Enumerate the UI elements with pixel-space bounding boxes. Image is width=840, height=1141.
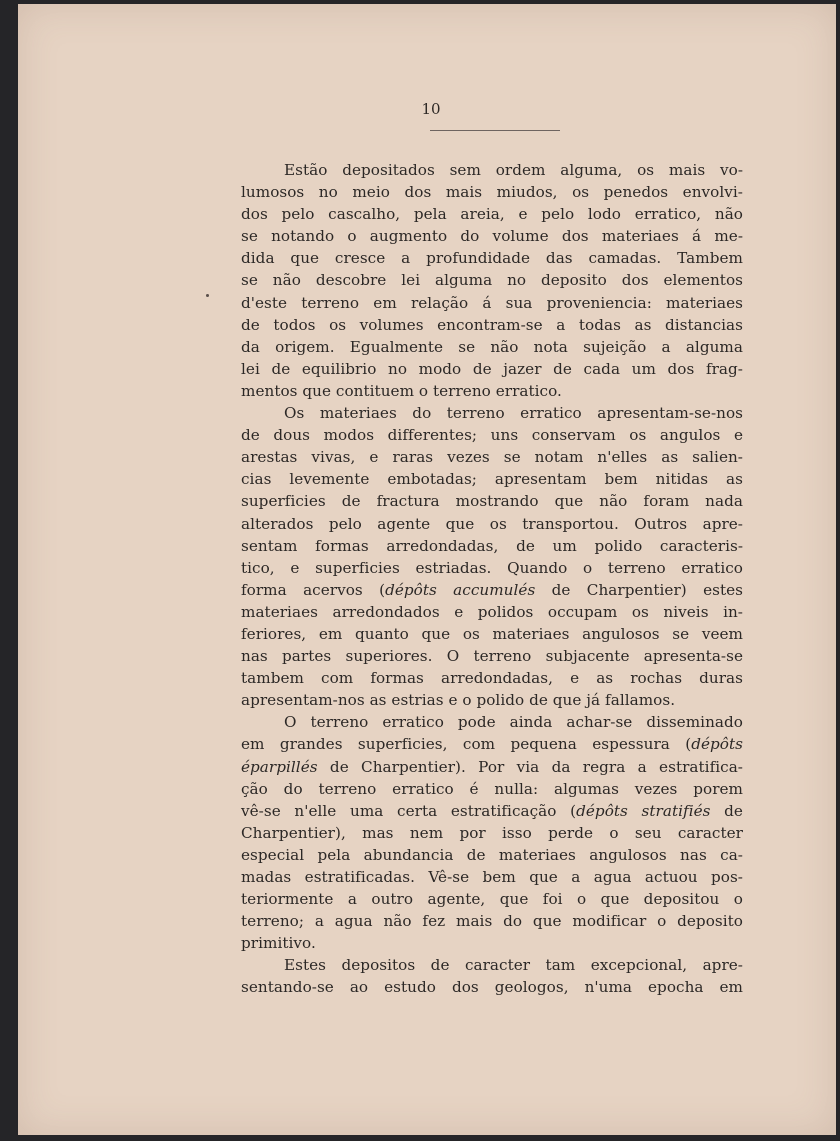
text-line: mentos que contituem o terreno erratico.: [241, 381, 562, 400]
text-line: terreno; a agua não fez mais do que modificar o deposito: [241, 912, 743, 931]
text-line: d'este terreno em relação á sua proveniencia: materiaes: [241, 293, 743, 312]
text-line: madas estratificadas. Vê-se bem que a agua actuou pos-: [241, 868, 743, 886]
text-line: primitivo.: [241, 934, 316, 953]
text-line: arestas vivas, e raras vezes se notam n'elles as salien-: [241, 448, 743, 467]
text-line: especial pela abundancia de materiaes angulosos nas ca-: [241, 845, 743, 864]
text-line: da origem. Egualmente se não nota sujeição a alguma: [241, 337, 743, 356]
text-line: Estes depositos de caracter tam excepcional, apre-: [284, 956, 743, 975]
text-line: O terreno erratico pode ainda achar-se disseminado: [284, 713, 743, 732]
text-line: nas partes superiores. O terreno subjacente apresenta-se: [241, 647, 743, 666]
text-line: Charpentier), mas nem por isso perde o seu caracter: [241, 823, 743, 842]
text-line: Os materiaes do terreno erratico apresentam-se-nos: [284, 404, 743, 423]
text-line: se não descobre lei alguma no deposito dos elementos: [241, 271, 743, 290]
text-line: dos pelo cascalho, pela areia, e pelo lodo erratico, não: [241, 205, 743, 224]
text-line: ção do terreno erratico é nulla: algumas vezes porem: [241, 779, 743, 798]
text-line: apresentam-nos as estrias e o polido de que já fallamos.: [241, 691, 676, 710]
text-line: em grandes superficies, com pequena espessura (dépôts: [241, 735, 743, 754]
ink-speck: [206, 294, 209, 297]
text-line: de dous modos differentes; uns conservam os angulos e: [241, 426, 743, 445]
text-line: alterados pelo agente que os transportou. Outros apre-: [241, 514, 743, 533]
text-line: vê-se n'elle uma certa estratificação (dépôts stratifiés de: [241, 801, 743, 820]
text-line: tico, e superficies estriadas. Quando o terreno erratico: [241, 558, 743, 577]
text-line: teriormente a outro agente, que foi o que depositou o: [241, 890, 743, 909]
page-number: 10: [421, 100, 441, 118]
text-line: lumosos no meio dos mais miudos, os penedos envolvi-: [241, 183, 743, 202]
body-text: [241, 159, 743, 999]
book-page: [18, 4, 836, 1135]
text-line: éparpillés de Charpentier). Por via da regra a estratifica-: [241, 757, 743, 776]
text-line: materiaes arredondados e polidos occupam os niveis in-: [241, 602, 743, 621]
text-line: superficies de fractura mostrando que não foram nada: [241, 492, 743, 511]
text-line: Estão depositados sem ordem alguma, os mais vo-: [284, 161, 743, 179]
text-line: de todos os volumes encontram-se a todas as distancias: [241, 315, 743, 334]
text-line: sentam formas arredondadas, de um polido caracteris-: [241, 536, 743, 555]
text-line: forma acervos (dépôts accumulés de Charpentier) estes: [241, 580, 743, 599]
text-line: lei de equilibrio no modo de jazer de cada um dos frag-: [241, 359, 743, 378]
text-line: cias levemente embotadas; apresentam bem nitidas as: [241, 470, 743, 489]
text-line: tambem com formas arredondadas, e as rochas duras: [241, 669, 743, 688]
text-line: se notando o augmento do volume dos materiaes á me-: [241, 227, 743, 246]
header-rule: [430, 130, 560, 131]
text-line: feriores, em quanto que os materiaes angulosos se veem: [241, 624, 743, 643]
text-line: dida que cresce a profundidade das camadas. Tambem: [241, 249, 743, 268]
text-line: sentando-se ao estudo dos geologos, n'uma epocha em: [241, 978, 743, 997]
